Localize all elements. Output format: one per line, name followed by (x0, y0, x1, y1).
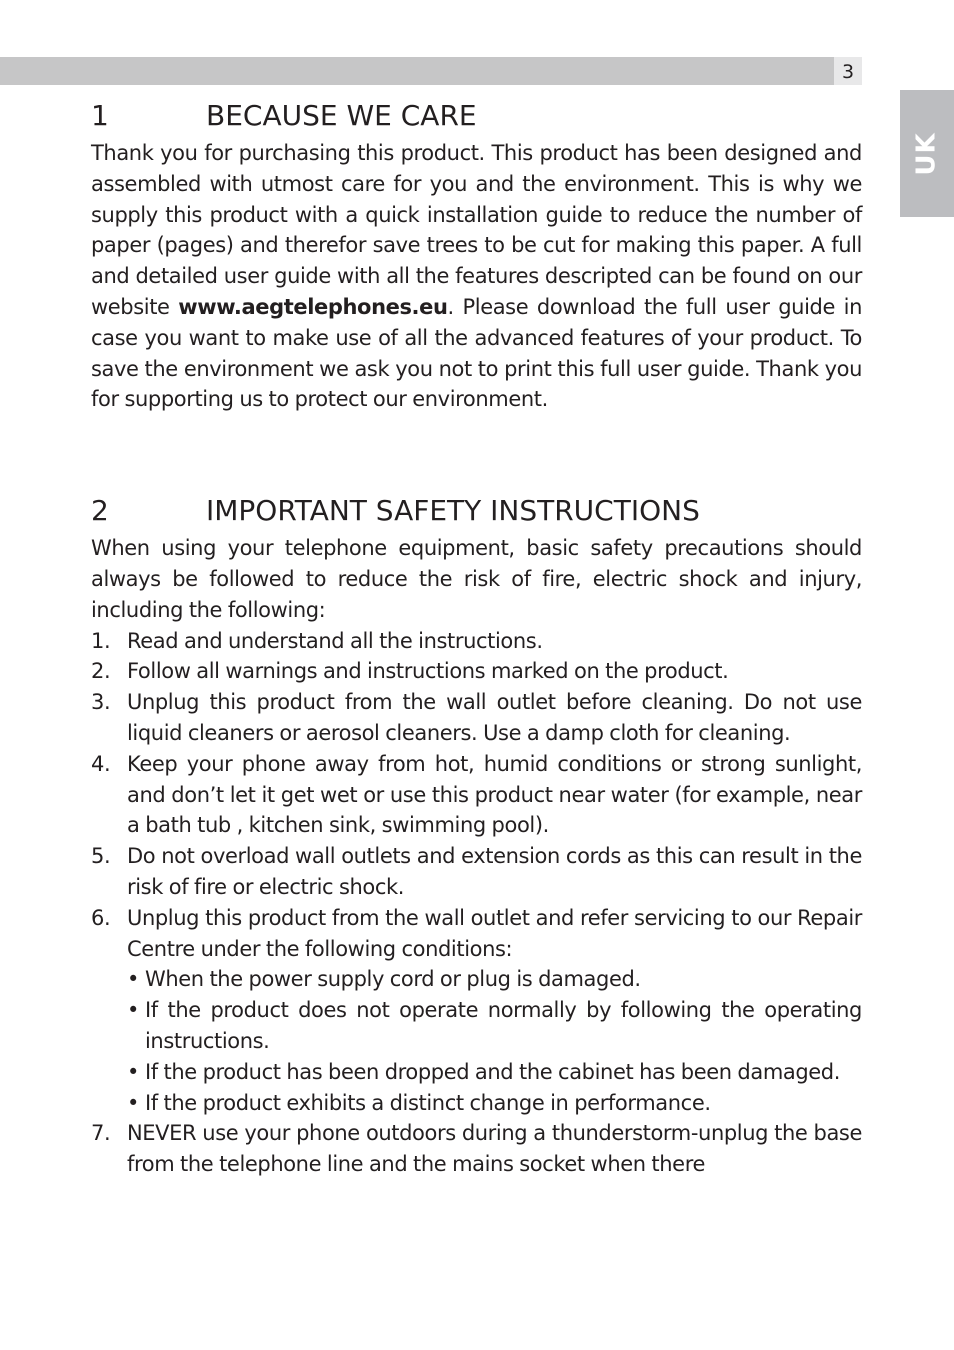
section-1-number: 1 (91, 99, 109, 132)
header-bar (0, 57, 834, 85)
section-1-text-after: . Please download the full user guide in case you want to make use of all the advanced features of your product. To save the environment we ask you not to print this full user guide. Thank you for supporting us to protect our environment. (91, 294, 862, 412)
conditions-sublist (127, 964, 862, 1118)
list-item-number: 3. (91, 690, 111, 715)
sub-list-item-text: If the product exhibits a distinct change in performance. (145, 1090, 711, 1115)
list-item-text: Do not overload wall outlets and extension cords as this can result in the risk of fire or electric shock. (127, 844, 862, 899)
list-item-text: Unplug this product from the wall outlet and refer servicing to our Repair Centre under the following conditions: (127, 905, 862, 961)
section-2-heading (91, 491, 862, 531)
sub-list-item-text: When the power supply cord or plug is damaged. (145, 967, 641, 992)
list-item-number: 4. (91, 751, 111, 776)
website-link: www.aegtelephones.eu (178, 294, 448, 319)
list-item-number: 1. (91, 628, 111, 653)
safety-instructions-list (91, 626, 862, 1180)
sub-list-item (127, 964, 862, 995)
list-item-text: NEVER use your phone outdoors during a thunderstorm-unplug the base from the telephone line and the mains socket when there (127, 1121, 862, 1177)
language-tab (900, 90, 954, 217)
list-item (91, 687, 862, 749)
sub-list-item-text: If the product does not operate normally by following the operating instructions. (145, 998, 862, 1053)
section-2-title: IMPORTANT SAFETY INSTRUCTIONS (206, 494, 700, 528)
list-item (91, 656, 862, 687)
bullet: • (127, 1090, 139, 1115)
list-item-number: 6. (91, 905, 111, 930)
sub-list-item (127, 1088, 862, 1119)
list-item-text: Unplug this product from the wall outlet before cleaning. Do not use liquid cleaners or aerosol cleaners. Use a damp cloth for cleaning. (127, 690, 862, 745)
bullet: • (127, 998, 139, 1023)
list-item (91, 1118, 862, 1180)
section-1-heading (91, 96, 862, 136)
page-number: 3 (834, 57, 862, 85)
list-item-number: 7. (91, 1121, 111, 1146)
list-item (91, 903, 862, 1119)
section-1-text-before: Thank you for purchasing this product. This product has been designed and assembled with utmost care for you and the environment. This is why we supply this product with a quick installation guide to reduce the number of paper (pages) and therefor save trees to be cut for making this paper. A full and detailed user guide with all the features descripted can be found on our website (91, 141, 862, 319)
section-2-number: 2 (91, 494, 109, 528)
page-content (91, 96, 862, 1180)
sub-list-item (127, 995, 862, 1057)
bullet: • (127, 967, 139, 992)
sub-list-item-text: If the product has been dropped and the cabinet has been damaged. (145, 1059, 840, 1084)
section-2-intro: When using your telephone equipment, basic safety precautions should always be followed to reduce the risk of fire, electric shock and injury, including the following: (91, 536, 862, 622)
list-item (91, 749, 862, 841)
list-item (91, 841, 862, 903)
list-item-text: Read and understand all the instructions. (127, 628, 543, 653)
section-1-body (91, 138, 862, 415)
list-item (91, 626, 862, 657)
list-item-number: 5. (91, 844, 111, 869)
language-tab-label: UK (911, 131, 942, 176)
list-item-number: 2. (91, 659, 111, 684)
list-item-text: Follow all warnings and instructions marked on the product. (127, 659, 729, 684)
list-item-text: Keep your phone away from hot, humid conditions or strong sunlight, and don’t let it get wet or use this product near water (for example, near a bath tub , kitchen sink, swimming pool). (127, 751, 862, 838)
bullet: • (127, 1059, 139, 1084)
section-1-title: BECAUSE WE CARE (206, 99, 477, 132)
sub-list-item (127, 1057, 862, 1088)
